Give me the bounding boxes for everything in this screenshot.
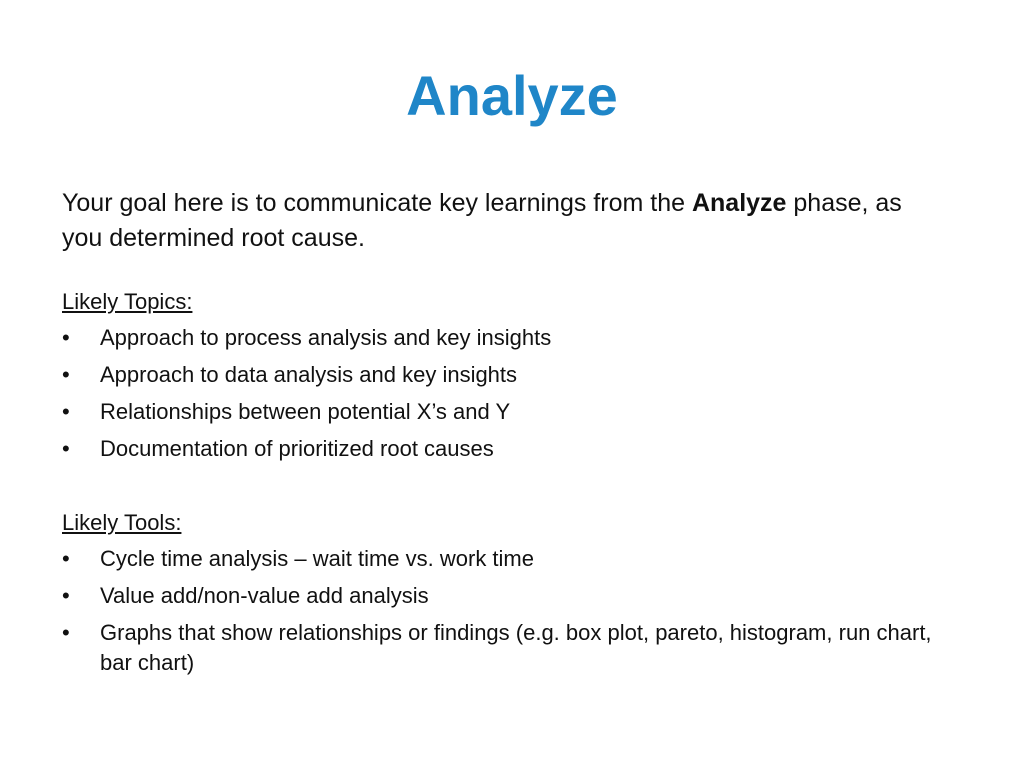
bullet-icon: • [62,436,70,461]
tool-item-text: Cycle time analysis – wait time vs. work time [100,546,534,571]
topic-item [62,323,962,353]
tool-item-text: Graphs that show relationships or findings (e.g. box plot, pareto, histogram, run chart, bar chart) [100,620,932,675]
bullet-icon: • [62,399,70,424]
topic-item [62,397,962,427]
bullet-icon: • [62,325,70,350]
topics-heading: Likely Topics: [62,289,193,314]
tool-item [62,581,962,611]
intro-text-end: phase, as you determined root cause. [62,189,902,252]
tool-item-text: Value add/non-value add analysis [100,583,429,608]
intro-bold-phase: Analyze [691,189,787,217]
bullet-icon: • [62,620,70,645]
bullet-icon: • [62,546,70,571]
intro-paragraph [62,186,942,256]
topic-item-text: Documentation of prioritized root causes [100,436,494,461]
topic-item-text: Approach to data analysis and key insights [100,362,518,387]
topic-item-text: Relationships between potential X’s and Y [100,399,511,424]
topic-item [62,360,962,390]
bullet-icon: • [62,583,70,608]
topics-list [62,323,962,471]
topic-item [62,434,962,464]
topic-item-text: Approach to process analysis and key insights [100,325,552,350]
tools-list [62,544,962,685]
intro-text-start: Your goal here is to communicate key learnings from the [62,189,692,217]
tool-item [62,618,962,678]
bullet-icon: • [62,362,70,387]
tools-heading: Likely Tools: [62,510,182,535]
tool-item [62,544,962,574]
slide-title: Analyze [406,64,618,127]
